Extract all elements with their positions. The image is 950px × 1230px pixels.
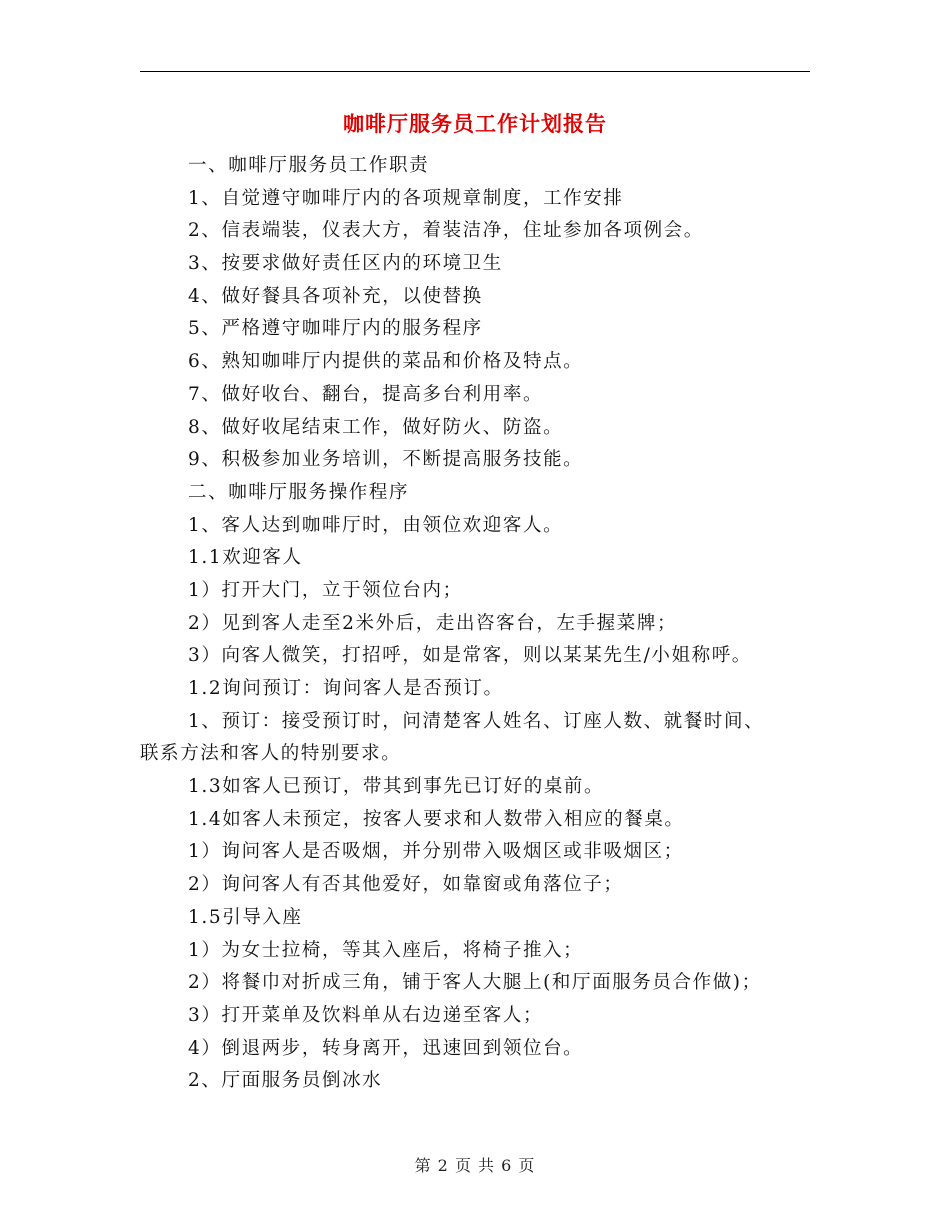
paragraph-line: 3）打开菜单及饮料单从右边递至客人； xyxy=(188,1004,544,1026)
paragraph-line-continued: 联系方法和客人的特别要求。 xyxy=(140,743,402,765)
paragraph-line: 1）询问客人是否吸烟，并分别带入吸烟区或非吸烟区； xyxy=(188,841,684,863)
paragraph-line: 2、信表端装，仪表大方，着装洁净，住址参加各项例会。 xyxy=(188,220,704,242)
paragraph-line: 1、自觉遵守咖啡厅内的各项规章制度，工作安排 xyxy=(188,187,624,209)
paragraph-line: 1、客人达到咖啡厅时，由领位欢迎客人。 xyxy=(188,514,564,536)
paragraph-line: 1、预订：接受预订时，问清楚客人姓名、订座人数、就餐时间、 xyxy=(188,710,765,732)
paragraph-line: 6、熟知咖啡厅内提供的菜品和价格及特点。 xyxy=(188,351,584,373)
paragraph-line: 1.4如客人未预定，按客人要求和人数带入相应的餐桌。 xyxy=(188,808,685,830)
paragraph-line: 5、严格遵守咖啡厅内的服务程序 xyxy=(188,318,483,340)
paragraph-line: 1）为女士拉椅，等其入座后，将椅子推入； xyxy=(188,939,584,961)
paragraph-line: 8、做好收尾结束工作，做好防火、防盗。 xyxy=(188,416,564,438)
document-body xyxy=(140,150,812,1098)
paragraph-line: 9、积极参加业务培训，不断提高服务技能。 xyxy=(188,449,584,471)
paragraph-line: 2）询问客人有否其他爱好，如靠窗或角落位子； xyxy=(188,874,624,896)
paragraph-line: 1.5引导入座 xyxy=(188,906,303,928)
paragraph-line: 4、做好餐具各项补充，以使替换 xyxy=(188,285,483,307)
paragraph-line: 2、厅面服务员倒冰水 xyxy=(188,1070,383,1092)
page-footer xyxy=(0,1154,950,1178)
paragraph-line: 1.1欢迎客人 xyxy=(188,547,303,569)
paragraph-line: 1.2询问预订：询问客人是否预订。 xyxy=(188,678,504,699)
section-heading: 一、咖啡厅服务员工作职责 xyxy=(188,155,430,176)
paragraph-line: 2）见到客人走至2米外后，走出咨客台，左手握菜牌； xyxy=(188,612,678,634)
paragraph-line: 1.3如客人已预订，带其到事先已订好的桌前。 xyxy=(188,776,605,798)
document-title: 咖啡厅服务员工作计划报告 xyxy=(343,111,607,136)
paragraph-line: 4）倒退两步，转身离开，迅速回到领位台。 xyxy=(188,1037,584,1059)
paragraph-line: 3）向客人微笑，打招呼，如是常客，则以某某先生/小姐称呼。 xyxy=(188,645,752,667)
page-number-label: 第 2 页 共 6 页 xyxy=(414,1156,536,1175)
paragraph-line: 3、按要求做好责任区内的环境卫生 xyxy=(188,253,503,275)
section-heading: 二、咖啡厅服务操作程序 xyxy=(188,481,410,503)
paragraph-line: 2）将餐巾对折成三角，铺于客人大腿上(和厅面服务员合作做)； xyxy=(188,972,762,994)
paragraph-line: 7、做好收台、翻台，提高多台利用率。 xyxy=(188,383,544,405)
paragraph-line: 1）打开大门，立于领位台内； xyxy=(188,579,463,601)
header-rule xyxy=(140,71,810,72)
